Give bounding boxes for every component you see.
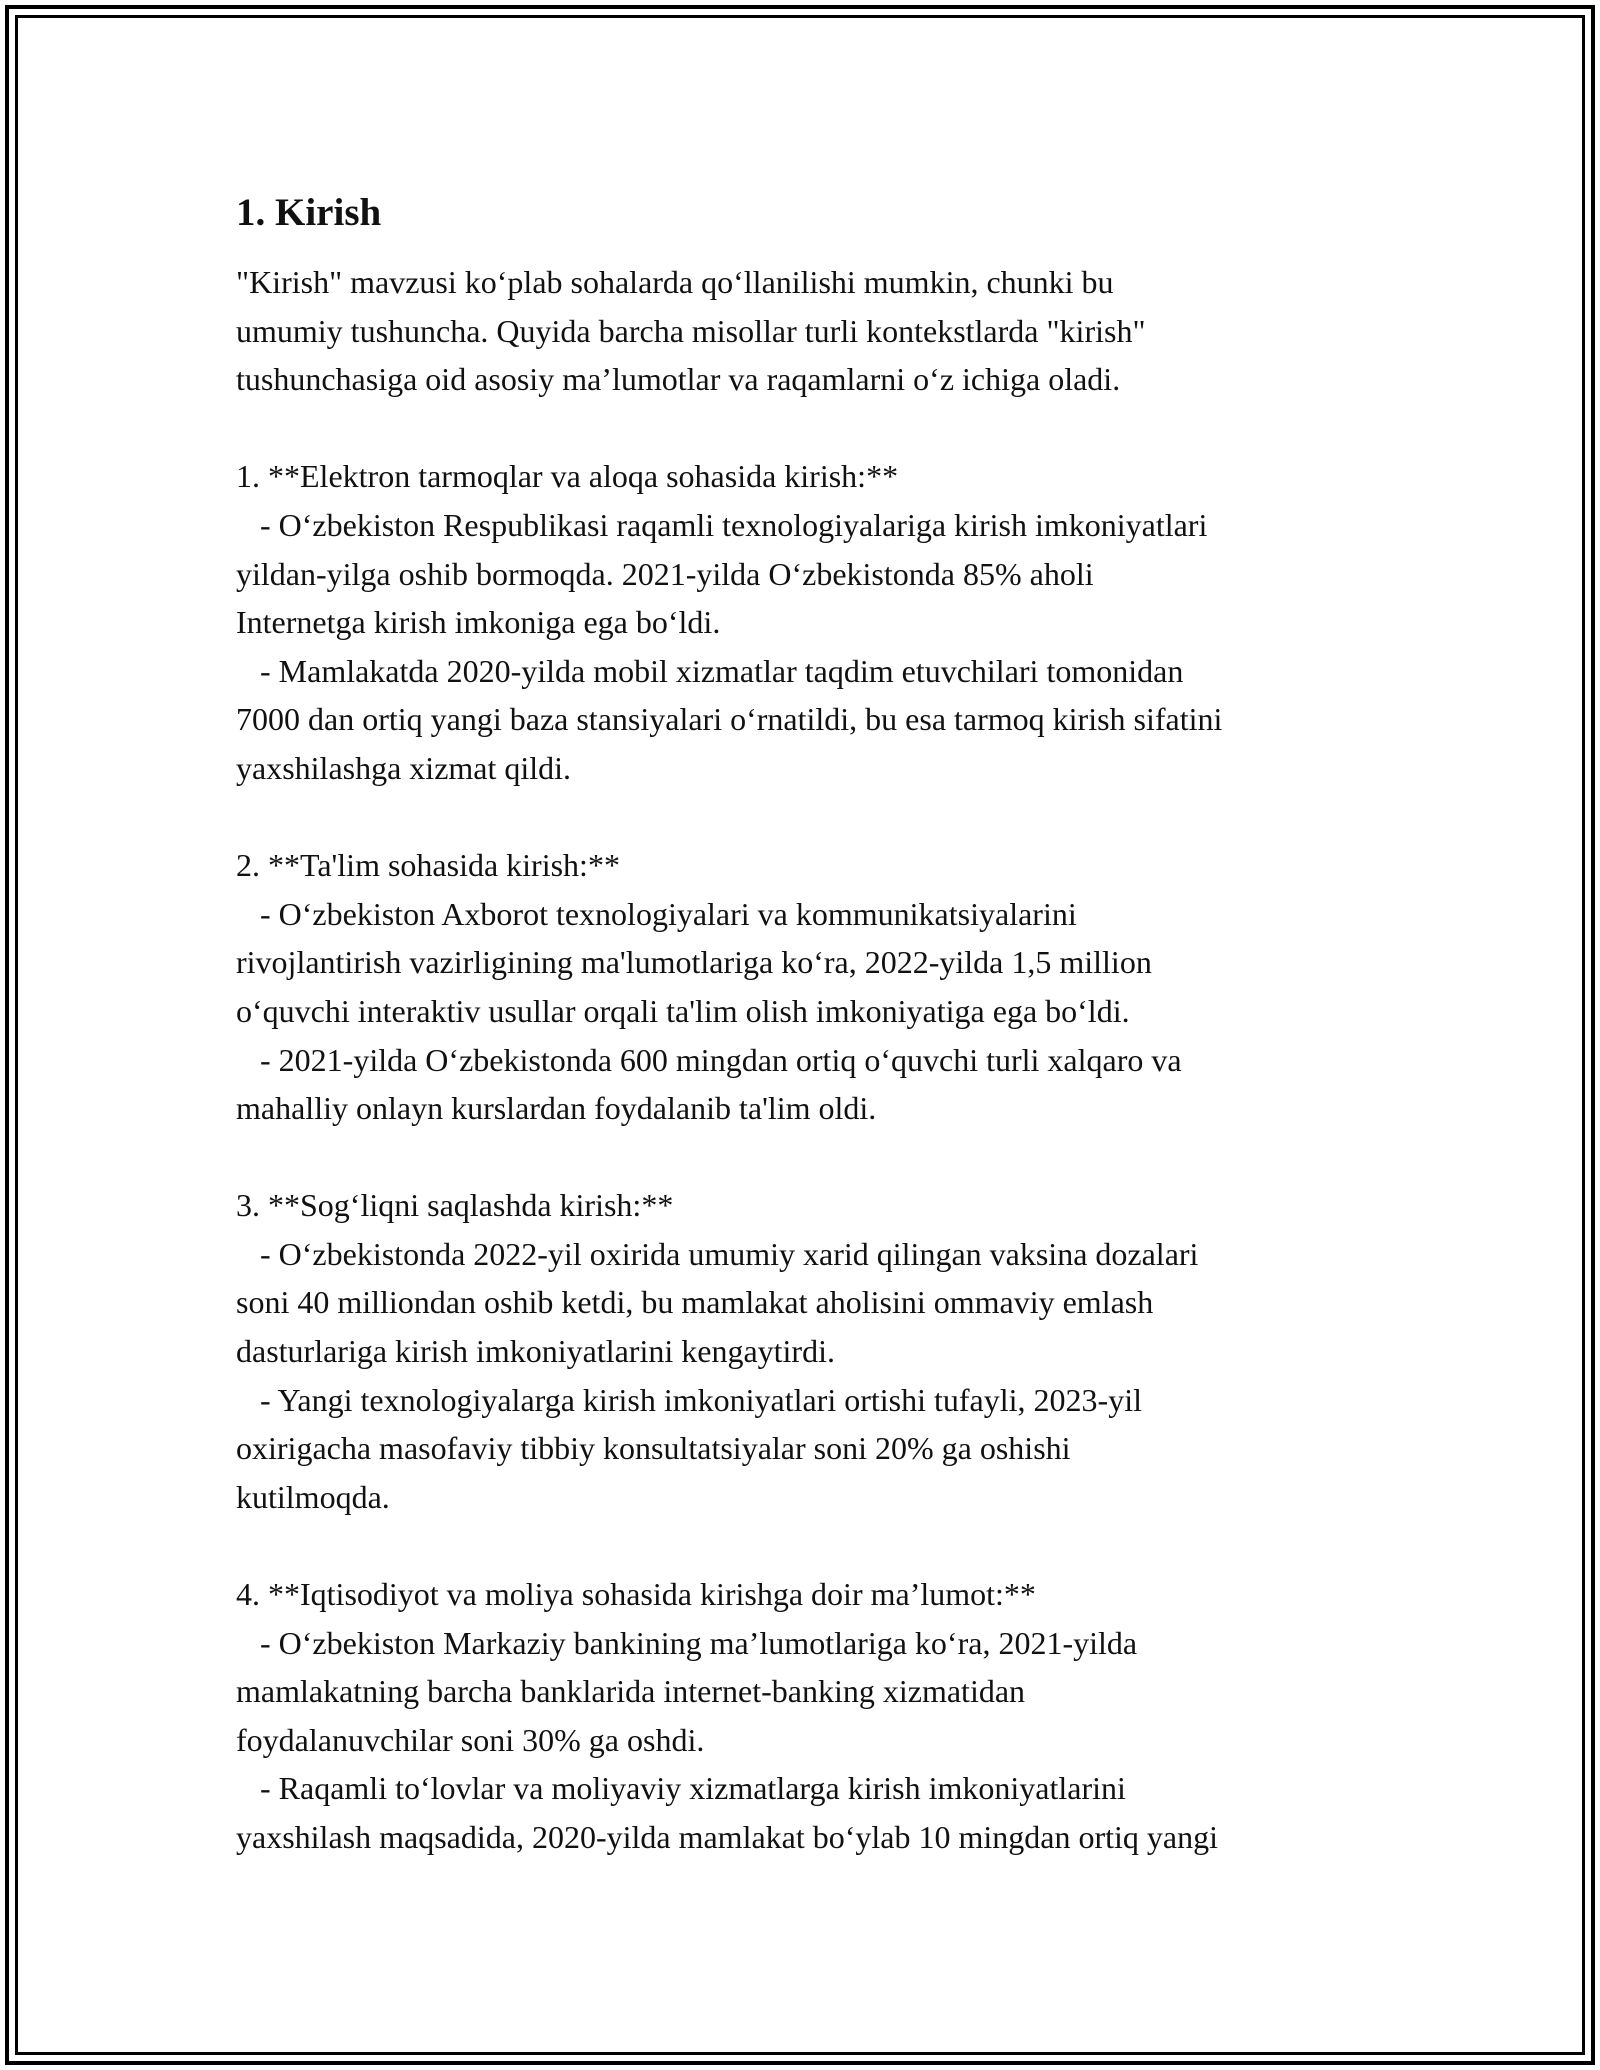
text-line: tushunchasiga oid asosiy ma’lumotlar va raqamlarni oʻz ichiga oladi. (236, 361, 1121, 398)
text-line (236, 404, 1386, 453)
text-line: kutilmoqda. (236, 1478, 390, 1515)
text-line: - Oʻzbekistonda 2022-yil oxirida umumiy xarid qilingan vaksina dozalari (236, 1235, 1199, 1272)
text-line: yaxshilash maqsadida, 2020-yilda mamlakat boʻylab 10 mingdan ortiq yangi (236, 1819, 1219, 1855)
text-line: oxirigacha masofaviy tibbiy konsultatsiyalar soni 20% ga oshishi (236, 1430, 1071, 1467)
text-line: - Oʻzbekiston Markaziy bankining ma’lumotlariga koʻra, 2021-yilda (236, 1624, 1138, 1661)
text-line: 2. **Ta'lim sohasida kirish:** (236, 847, 620, 884)
text-line: 4. **Iqtisodiyot va moliya sohasida kirishga doir ma’lumot:** (236, 1576, 1036, 1613)
text-line: foydalanuvchilar soni 30% ga oshdi. (236, 1721, 705, 1758)
text-line: yildan-yilga oshib bormoqda. 2021-yilda Oʻzbekistonda 85% aholi (236, 555, 1094, 592)
text-line (236, 1133, 1386, 1182)
text-line: - Raqamli toʻlovlar va moliyaviy xizmatlarga kirish imkoniyatlarini (236, 1770, 1126, 1807)
text-line: mamlakatning barcha banklarida internet-banking xizmatidan (236, 1673, 1026, 1710)
document-body (236, 188, 1386, 1862)
text-line: umumiy tushuncha. Quyida barcha misollar turli kontekstlarda "kirish" (236, 312, 1146, 349)
text-line: - Mamlakatda 2020-yilda mobil xizmatlar taqdim etuvchilari tomonidan (236, 652, 1184, 689)
text-line: rivojlantirish vazirligining ma'lumotlariga koʻra, 2022-yilda 1,5 million (236, 944, 1152, 981)
text-line (236, 1521, 1386, 1570)
paragraph-block (236, 258, 1386, 1862)
text-line: soni 40 milliondan oshib ketdi, bu mamlakat aholisini ommaviy emlash (236, 1284, 1154, 1321)
text-line (236, 793, 1386, 842)
text-line: - Oʻzbekiston Axborot texnologiyalari va kommunikatsiyalarini (236, 895, 1077, 932)
text-line: dasturlariga kirish imkoniyatlarini kengaytirdi. (236, 1333, 835, 1370)
text-line: 3. **Sogʻliqni saqlashda kirish:** (236, 1187, 674, 1224)
section-heading: 1. Kirish (236, 191, 382, 234)
text-line: mahalliy onlayn kurslardan foydalanib ta'lim oldi. (236, 1090, 877, 1127)
text-line: yaxshilashga xizmat qildi. (236, 749, 572, 786)
text-line: 1. **Elektron tarmoqlar va aloqa sohasida kirish:** (236, 458, 899, 495)
text-line: - Yangi texnologiyalarga kirish imkoniyatlari ortishi tufayli, 2023-yil (236, 1381, 1142, 1418)
text-line: - Oʻzbekiston Respublikasi raqamli texnologiyalariga kirish imkoniyatlari (236, 506, 1208, 543)
text-line: 7000 dan ortiq yangi baza stansiyalari oʻrnatildi, bu esa tarmoq kirish sifatini (236, 701, 1223, 738)
text-line: - 2021-yilda Oʻzbekistonda 600 mingdan ortiq oʻquvchi turli xalqaro va (236, 1041, 1182, 1078)
text-line: oʻquvchi interaktiv usullar orqali ta'lim olish imkoniyatiga ega boʻldi. (236, 992, 1130, 1029)
text-line: Internetga kirish imkoniga ega boʻldi. (236, 604, 721, 641)
text-line: "Kirish" mavzusi koʻplab sohalarda qoʻllanilishi mumkin, chunki bu (236, 264, 1114, 300)
